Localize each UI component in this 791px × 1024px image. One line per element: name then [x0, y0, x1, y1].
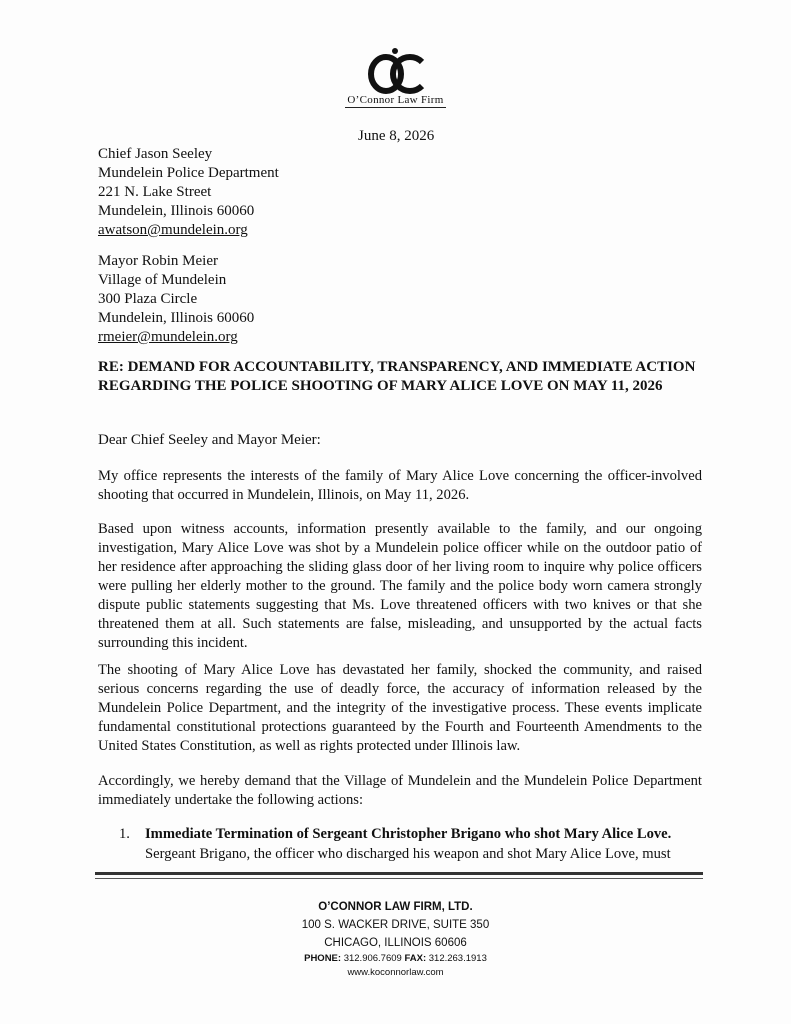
body-paragraph: My office represents the interests of the family of Mary Alice Love concerning the officer-involved shooting that occurred in Mundelein, Illinois, on May 11, 2026.	[98, 468, 702, 503]
phone-label: PHONE:	[304, 953, 342, 964]
subject-line: RE: DEMAND FOR ACCOUNTABILITY, TRANSPARENCY, AND IMMEDIATE ACTION REGARDING THE POLICE SHOOTING OF MARY ALICE LOVE ON MAY 11, 2026	[98, 359, 696, 394]
recipient-city: Mundelein, Illinois 60060	[98, 203, 255, 219]
recipient-chief-address	[98, 145, 279, 240]
footer-city-line: CHICAGO, ILLINOIS 60606	[324, 937, 467, 949]
demand-heading: Immediate Termination of Sergeant Christopher Brigano who shot Mary Alice Love.	[145, 826, 672, 842]
recipient-email-link[interactable]: rmeier@mundelein.org	[98, 329, 238, 345]
body-paragraph: Accordingly, we hereby demand that the Village of Mundelein and the Mundelein Police Department immediately undertake the following actions:	[98, 773, 702, 808]
demand-text: Sergeant Brigano, the officer who discharged his weapon and shot Mary Alice Love, must	[145, 846, 671, 862]
body-paragraph: The shooting of Mary Alice Love has devastated her family, shocked the community, and raised serious concerns regarding the use of deadly force, the accuracy of information released by the Mundelein Police Department, and the integrity of the investigative process. These events implicate fundamental constitutional protections guaranteed by the Fourth and Fourteenth Amendments to the United States Constitution, as well as rights protected under Illinois law.	[98, 662, 702, 754]
recipient-street: 221 N. Lake Street	[98, 184, 212, 200]
footer-divider	[95, 872, 703, 875]
recipient-org: Mundelein Police Department	[98, 165, 279, 181]
recipient-org: Village of Mundelein	[98, 272, 227, 288]
recipient-name: Chief Jason Seeley	[98, 146, 213, 162]
recipient-street: 300 Plaza Circle	[98, 291, 198, 307]
letter-footer	[0, 898, 791, 980]
fax-label: FAX:	[404, 953, 427, 964]
phone-number: 312.906.7609	[343, 953, 402, 964]
fax-number: 312.263.1913	[428, 953, 487, 964]
recipient-name: Mayor Robin Meier	[98, 253, 218, 269]
footer-website-link[interactable]: www.koconnorlaw.com	[347, 967, 444, 978]
salutation: Dear Chief Seeley and Mayor Meier:	[98, 432, 321, 448]
recipient-mayor-address	[98, 252, 254, 347]
firm-monogram-logo	[356, 44, 436, 96]
body-paragraph: Based upon witness accounts, information presently available to the family, and our ongoing investigation, Mary Alice Love was shot by a Mundelein police officer while on the outdoor patio of her residence after approaching the sliding glass door of her living room to inquire why police officers were pulling her elderly mother to the ground. The family and the police body worn camera strongly dispute public statements suggesting that Ms. Love threatened officers with two knives or that she threatened them at all. Such statements are false, misleading, and unsupported by the actual facts surrounding this incident.	[98, 521, 702, 651]
footer-divider-thin	[95, 878, 703, 879]
recipient-email-link[interactable]: awatson@mundelein.org	[98, 222, 248, 238]
footer-address-line: 100 S. WACKER DRIVE, SUITE 350	[301, 919, 490, 931]
letterhead-firm-name: O’Connor Law Firm	[347, 94, 444, 106]
recipient-city: Mundelein, Illinois 60060	[98, 310, 255, 326]
demand-number: 1.	[119, 826, 130, 842]
footer-contact-line	[0, 952, 791, 966]
footer-firm-name: O’CONNOR LAW FIRM, LTD.	[318, 901, 473, 913]
letter-date: June 8, 2026	[358, 128, 435, 144]
